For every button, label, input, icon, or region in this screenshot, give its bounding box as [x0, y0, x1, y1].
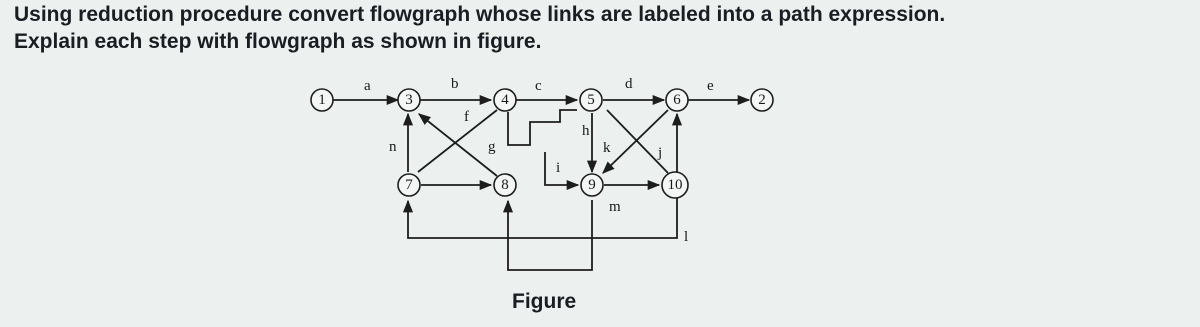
- edge-f-to-3: [419, 114, 497, 176]
- edge-l: [408, 198, 677, 238]
- node-6-label: 6: [673, 92, 681, 108]
- figure-caption: Figure: [512, 290, 577, 313]
- node-2-label: 2: [758, 92, 766, 108]
- link-label-l: l: [684, 229, 689, 245]
- link-label-i: i: [556, 160, 561, 176]
- edge-i: [545, 152, 578, 185]
- node-4-label: 4: [501, 92, 509, 108]
- link-label-m: m: [609, 199, 621, 215]
- node-4: [494, 89, 516, 111]
- edge-9-to-8: [508, 200, 592, 270]
- node-7: [398, 174, 420, 196]
- link-label-a: a: [364, 78, 371, 94]
- link-label-e: e: [707, 78, 714, 94]
- link-label-f: f: [464, 109, 469, 125]
- node-10: [662, 172, 688, 198]
- link-label-g: g: [488, 139, 496, 155]
- link-label-j: j: [658, 145, 663, 161]
- node-3-label: 3: [405, 92, 413, 108]
- link-label-n: n: [389, 139, 397, 155]
- node-6: [666, 89, 688, 111]
- node-5-label: 5: [587, 92, 595, 108]
- node-10-label: 10: [667, 177, 683, 193]
- node-1: [311, 89, 333, 111]
- node-8-label: 8: [501, 177, 509, 193]
- edge-f: [418, 110, 497, 172]
- edge-g: [508, 110, 577, 145]
- link-label-b: b: [451, 76, 459, 92]
- node-1-label: 1: [318, 92, 326, 108]
- node-5: [580, 89, 602, 111]
- node-9-label: 9: [588, 177, 596, 193]
- node-7-label: 7: [405, 177, 413, 193]
- question-line-1: Using reduction procedure convert flowgraph whose links are labeled into a path expression.: [14, 3, 946, 26]
- question-line-2: Explain each step with flowgraph as shown in figure.: [14, 30, 542, 53]
- node-8: [494, 174, 516, 196]
- node-2: [751, 89, 773, 111]
- link-label-k: k: [603, 140, 611, 156]
- link-label-d: d: [625, 76, 633, 92]
- node-3: [398, 89, 420, 111]
- node-9: [581, 174, 603, 196]
- link-label-c: c: [535, 78, 542, 94]
- link-label-h: h: [582, 123, 590, 139]
